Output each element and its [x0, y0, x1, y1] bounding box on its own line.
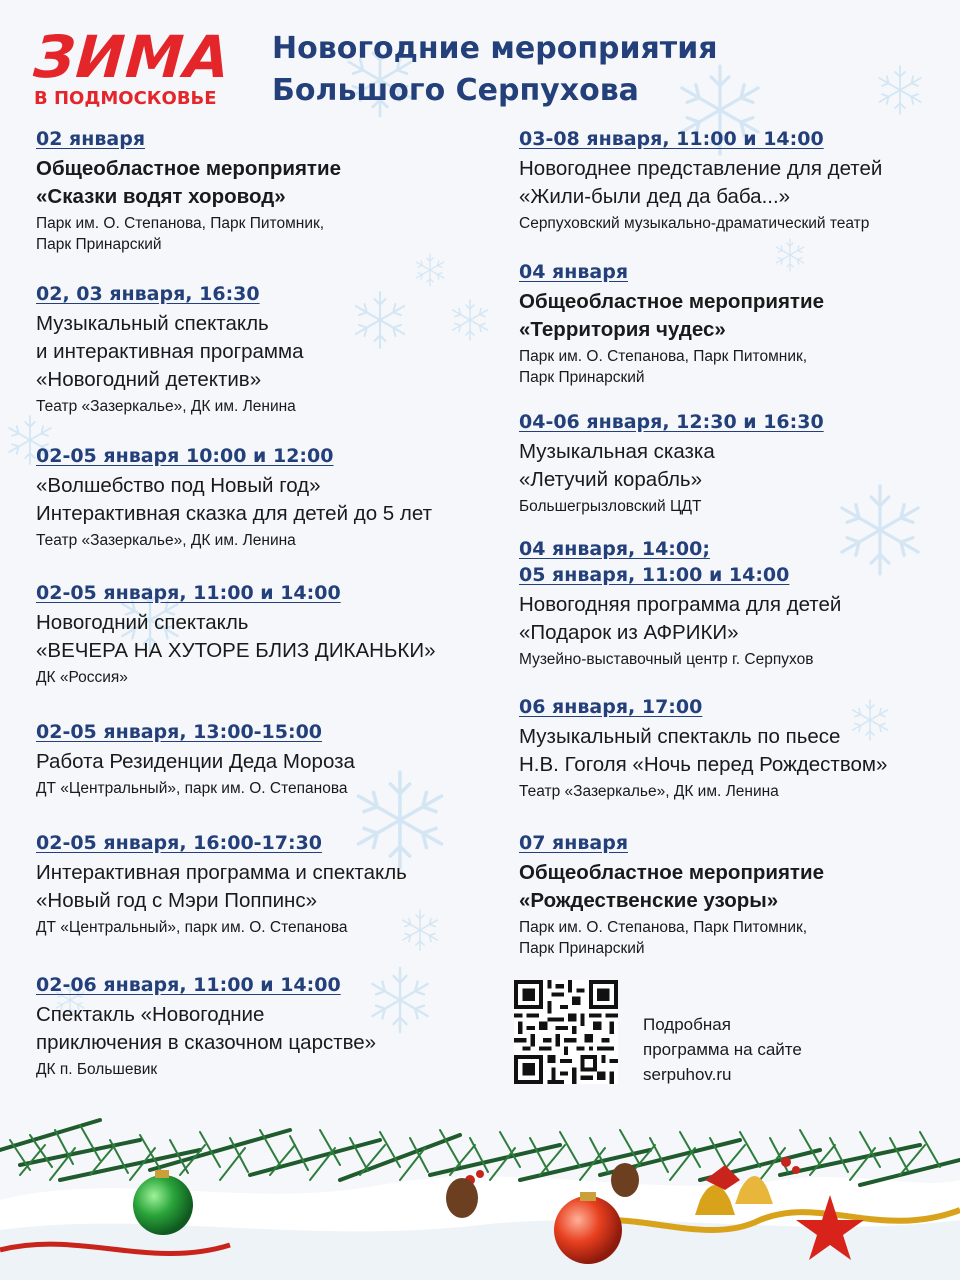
event-place: Парк им. О. Степанова, Парк Питомник, Парк Принарский: [36, 215, 325, 253]
event-name: Общеобластное мероприятие «Сказки водят хоровод»: [36, 157, 341, 208]
event-name: «Волшебство под Новый год» Интерактивная сказка для детей до 5 лет: [36, 474, 432, 525]
event-name: Спектакль «Новогодние приключения в сказочном царстве»: [36, 1003, 377, 1054]
event-name: Общеобластное мероприятие «Рождественские узоры»: [519, 861, 824, 912]
event-date: 02-05 января 10:00 и 12:00: [36, 445, 334, 467]
logo-main-text: ЗИМА: [31, 23, 233, 91]
event-date: 07 января: [519, 832, 629, 854]
event-date: 02-05 января, 13:00-15:00: [36, 721, 323, 743]
event-place: Театр «Зазеркалье», ДК им. Ленина: [36, 398, 296, 415]
event-name: Музыкальный спектакль по пьесе Н.В. Гоголя «Ночь перед Рождеством»: [519, 725, 888, 776]
event-place: Театр «Зазеркалье», ДК им. Ленина: [519, 783, 779, 800]
event-place: Большегрызловский ЦДТ: [519, 498, 702, 515]
title-line-1: Новогодние мероприятия: [272, 31, 718, 66]
event-name: Работа Резиденции Деда Мороза: [36, 750, 355, 773]
website-info: [643, 1012, 802, 1087]
event-item: [36, 443, 432, 551]
event-item: [519, 694, 887, 802]
event-name: Интерактивная программа и спектакль «Новый год с Мэри Поппинс»: [36, 861, 407, 912]
event-item: [519, 259, 824, 388]
page-title: [272, 28, 717, 112]
event-date: 04 января: [519, 261, 629, 283]
logo-sub-text: В ПОДМОСКОВЬЕ: [34, 88, 217, 109]
qr-code[interactable]: [514, 980, 618, 1084]
event-place: Парк им. О. Степанова, Парк Питомник, Парк Принарский: [519, 348, 808, 386]
event-item: [36, 972, 376, 1080]
event-item: [36, 719, 355, 799]
event-date: 03-08 января, 11:00 и 14:00: [519, 128, 824, 150]
event-item: [36, 830, 407, 938]
event-place: ДТ «Центральный», парк им. О. Степанова: [36, 780, 348, 797]
event-place: ДК п. Большевик: [36, 1061, 158, 1078]
event-item: [36, 126, 341, 255]
website-link[interactable]: serpuhov.ru: [643, 1065, 732, 1084]
event-date: 04 января, 14:00; 05 января, 11:00 и 14:00: [519, 538, 790, 586]
event-name: Новогодняя программа для детей «Подарок из АФРИКИ»: [519, 593, 842, 644]
event-item: [519, 409, 824, 517]
event-date: 02 января: [36, 128, 146, 150]
fir-branches-decoration: [0, 1080, 960, 1280]
event-place: ДТ «Центральный», парк им. О. Степанова: [36, 919, 348, 936]
event-item: [519, 536, 841, 670]
event-place: Парк им. О. Степанова, Парк Питомник, Парк Принарский: [519, 919, 808, 957]
event-place: Серпуховский музыкально-драматический театр: [519, 215, 870, 232]
event-date: 02-06 января, 11:00 и 14:00: [36, 974, 341, 996]
website-line-1: Подробная: [643, 1015, 731, 1034]
event-name: Музыкальный спектакль и интерактивная программа «Новогодний детектив»: [36, 312, 304, 391]
event-date: 02, 03 января, 16:30: [36, 283, 260, 305]
event-name: Общеобластное мероприятие «Территория чудес»: [519, 290, 824, 341]
event-date: 02-05 января, 16:00-17:30: [36, 832, 323, 854]
event-item: [519, 126, 882, 234]
event-name: Новогоднее представление для детей «Жили-были дед да баба...»: [519, 157, 883, 208]
event-item: [519, 830, 824, 959]
event-date: 04-06 января, 12:30 и 16:30: [519, 411, 824, 433]
event-date: 02-05 января, 11:00 и 14:00: [36, 582, 341, 604]
event-place: Музейно-выставочный центр г. Серпухов: [519, 651, 814, 668]
event-name: Музыкальная сказка «Летучий корабль»: [519, 440, 715, 491]
event-place: ДК «Россия»: [36, 669, 128, 686]
event-place: Театр «Зазеркалье», ДК им. Ленина: [36, 532, 296, 549]
title-line-2: Большого Серпухова: [272, 73, 639, 108]
event-item: [36, 281, 304, 417]
event-name: Новогодний спектакль «ВЕЧЕРА НА ХУТОРЕ БЛИЗ ДИКАНЬКИ»: [36, 611, 436, 662]
event-date: 06 января, 17:00: [519, 696, 703, 718]
event-item: [36, 580, 436, 688]
website-line-2: программа на сайте: [643, 1040, 802, 1059]
logo: [31, 23, 233, 109]
